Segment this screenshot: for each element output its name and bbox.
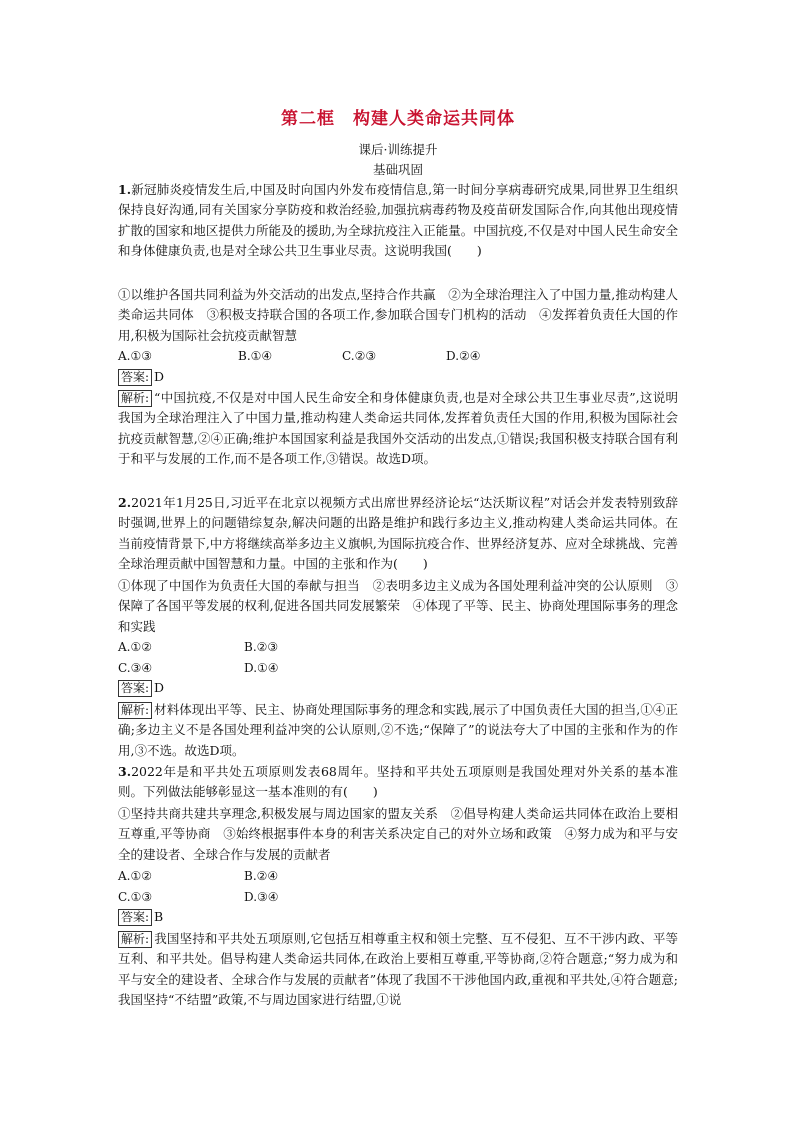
analysis-text: 材料体现出平等、民主、协商处理国际事务的理念和实践,展示了中国负责任大国的担当,①④正确;多边主义不是各国处理利益冲突的公认原则,②不选;“保障了”的说法夸大了中国的主张和作为的作用,③不选。故选D项。 xyxy=(118,702,678,758)
option-b: B.①④ xyxy=(238,349,273,363)
answer-tag: 答案: xyxy=(118,369,152,386)
question-number: 1. xyxy=(118,182,132,197)
answer-value: D xyxy=(154,680,165,695)
question-2-answer xyxy=(118,680,164,697)
option-d: D.②④ xyxy=(446,349,481,363)
analysis-tag: 解析: xyxy=(118,931,152,948)
question-3-options xyxy=(118,866,678,907)
option-c: C.③④ xyxy=(118,660,153,675)
answer-tag: 答案: xyxy=(118,909,152,926)
answer-tag: 答案: xyxy=(118,680,152,697)
question-number: 2. xyxy=(118,495,132,510)
question-3-analysis xyxy=(118,929,678,1010)
option-b: B.②④ xyxy=(244,869,279,883)
page-title: 第二框 构建人类命运共同体 xyxy=(281,109,515,129)
option-a: A.①③ xyxy=(118,349,152,363)
question-3-statements: ①坚持共商共建共享理念,积极发展与周边国家的盟友关系 ②倡导构建人类命运共同体在政治上要相互尊重,平等协商 ③始终根据事件本身的利害关系决定自己的对外立场和政策 ④努力成为和平与安全的建设者、全球合作与发展的贡献者 xyxy=(118,806,678,862)
question-2-stem xyxy=(118,493,678,574)
section-heading: 基础巩固 xyxy=(372,162,423,177)
option-b: B.②③ xyxy=(244,640,279,654)
analysis-tag: 解析: xyxy=(118,390,152,407)
option-c: C.②③ xyxy=(342,349,377,363)
question-2-analysis xyxy=(118,700,678,761)
option-d: D.①④ xyxy=(244,660,279,675)
question-2-options xyxy=(118,637,678,678)
answer-value: B xyxy=(154,909,164,924)
question-text: 2021年1月25日,习近平在北京以视频方式出席世界经济论坛“达沃斯议程”对话会并发表特别致辞时强调,世界上的问题错综复杂,解决问题的出路是维护和践行多边主义,推动构建人类命运共同体。在当前疫情背景下,中方将继续高举多边主义旗帜,为国际抗疫合作、世界经济复苏、应对全球挑战、完善全球治理贡献中国智慧和力量。中国的主张和作为( ) xyxy=(118,495,678,571)
question-3-stem xyxy=(118,762,678,803)
question-1-statements: ①以维护各国共同利益为外交活动的出发点,坚持合作共赢 ②为全球治理注入了中国力量,推动构建人类命运共同体 ③积极支持联合国的各项工作,参加联合国专门机构的活动 ④发挥着负责任大国的作用,积极为国际社会抗疫贡献智慧 xyxy=(118,287,678,343)
question-2-statements: ①体现了中国作为负责任大国的奉献与担当 ②表明多边主义成为各国处理利益冲突的公认原则 ③保障了各国平等发展的权利,促进各国共同发展繁荣 ④体现了平等、民主、协商处理国际事务的理念和实践 xyxy=(118,578,678,634)
question-3-answer xyxy=(118,909,163,926)
answer-value: D xyxy=(154,369,165,384)
question-1-answer xyxy=(118,369,164,386)
page-subtitle: 课后·训练提升 xyxy=(358,142,438,157)
option-a: A.①② xyxy=(118,640,152,654)
question-1-analysis xyxy=(118,388,678,469)
analysis-text: “中国抗疫,不仅是对中国人民生命安全和身体健康负责,也是对全球公共卫生事业尽责”,这说明我国为全球治理注入了中国力量,推动构建人类命运共同体,发挥着负责任大国的作用,积极为国际社会抗疫贡献智慧,②④正确;维护本国国家利益是我国外交活动的出发点,①错误;我国积极支持联合国有利于和平与发展的工作,而不是各项工作,③错误。故选D项。 xyxy=(118,390,678,466)
question-1-options xyxy=(118,346,678,367)
question-number: 3. xyxy=(118,764,132,779)
question-1-stem xyxy=(118,180,678,261)
option-c: C.①③ xyxy=(118,889,153,904)
analysis-tag: 解析: xyxy=(118,702,152,719)
analysis-text: 我国坚持和平共处五项原则,它包括互相尊重主权和领土完整、互不侵犯、互不干涉内政、平等互利、和平共处。倡导构建人类命运共同体,在政治上要相互尊重,平等协商,②符合题意;“努力成为和平与安全的建设者、全球合作与发展的贡献者”体现了我国不干涉他国内政,重视和平共处,④符合题意;我国坚持“不结盟”政策,不与周边国家进行结盟,①说 xyxy=(118,931,678,1007)
option-a: A.①② xyxy=(118,869,152,883)
question-text: 新冠肺炎疫情发生后,中国及时向国内外发布疫情信息,第一时间分享病毒研究成果,同世界卫生组织保持良好沟通,同有关国家分享防疫和救治经验,加强抗病毒药物及疫苗研发国际合作,向其他出现疫情扩散的国家和地区提供力所能及的援助,为全球抗疫注入正能量。中国抗疫,不仅是对中国人民生命安全和身体健康负责,也是对全球公共卫生事业尽责。这说明我国( ) xyxy=(118,182,678,258)
question-text: 2022年是和平共处五项原则发表68周年。坚持和平共处五项原则是我国处理对外关系的基本准则。下列做法能够彰显这一基本准则的有( ) xyxy=(118,764,678,800)
option-d: D.③④ xyxy=(244,889,279,904)
